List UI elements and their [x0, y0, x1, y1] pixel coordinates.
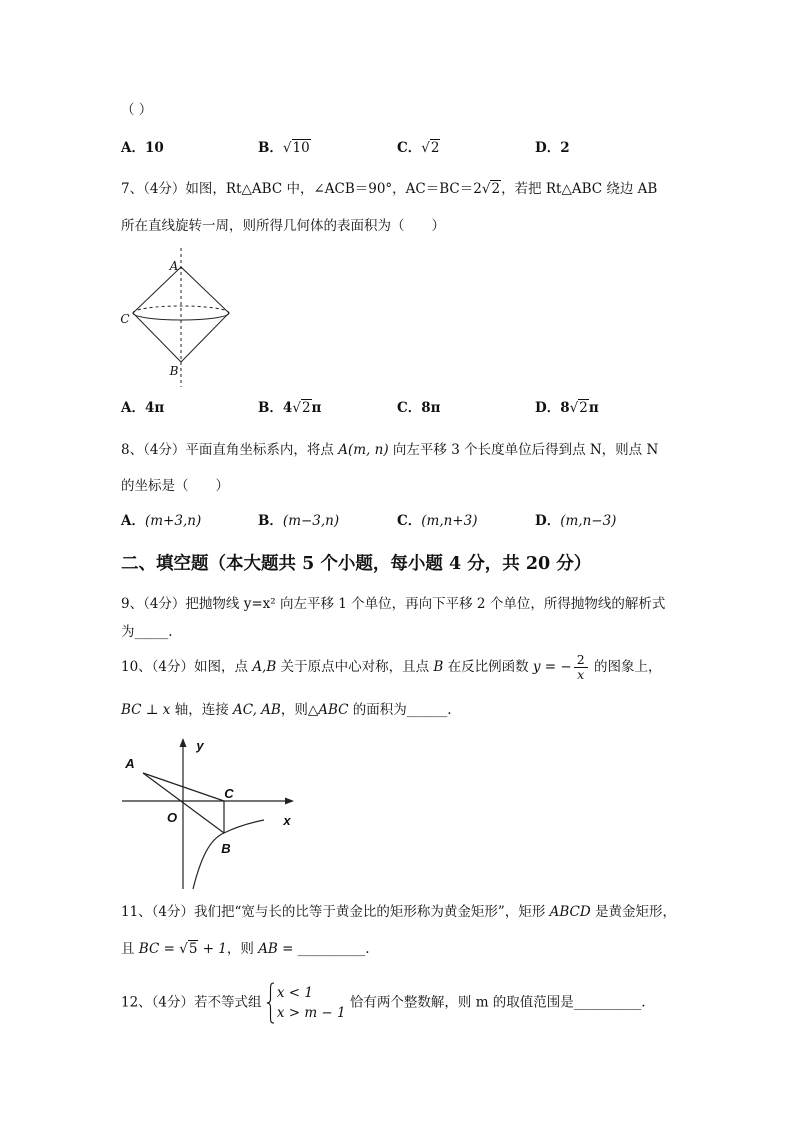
option-value: (m,n−3)	[560, 513, 617, 529]
q8-text-a: 8、（4分）平面直角坐标系内，将点	[121, 442, 339, 458]
q10-coordinate-figure	[115, 735, 305, 895]
q9-text-a: 9、（4分）把抛物线 y=x² 向左平移 1 个单位，再向下平移 2 个单位，所得抛物线的解析式	[121, 596, 666, 612]
radical-sign: √	[282, 140, 292, 156]
q7-option-b	[258, 398, 321, 418]
q9-line2	[121, 622, 173, 642]
q10-line2	[121, 700, 452, 720]
q12-line	[121, 982, 646, 1024]
q7-line2	[121, 216, 445, 236]
q8-line1	[121, 440, 658, 460]
radical-sign: √	[481, 181, 491, 197]
option-value: (m−3,n)	[282, 513, 340, 529]
option-value: 2	[560, 140, 570, 156]
q11-answer-blank: __________.	[297, 941, 370, 957]
option-letter: C．	[397, 140, 422, 156]
q7-text-c: 所在直线旋转一周，则所得几何体的表面积为（ ）	[121, 218, 445, 234]
option-value: (m,n+3)	[421, 513, 478, 529]
y-axis-arrow-icon	[180, 738, 187, 747]
option-letter: A．	[121, 140, 145, 156]
q6-option-a	[121, 138, 164, 158]
option-value: 10	[144, 140, 164, 156]
inequality-row: x < 1	[276, 985, 313, 1001]
q10-text-d: 的图象上，	[589, 659, 662, 675]
radicand: 2	[579, 400, 588, 416]
q12-text-b: 恰有两个整数解，则 m 的取值范围是__________.	[345, 994, 646, 1011]
q11-math-plus-one: + 1	[198, 941, 227, 957]
radical	[283, 138, 311, 158]
option-letter: B．	[258, 400, 283, 416]
q8-option-b	[258, 511, 339, 531]
radical	[179, 939, 198, 959]
inequality-system	[266, 982, 346, 1024]
q11-text-c: 且	[121, 941, 139, 957]
radical	[482, 179, 501, 199]
radicand: 2	[491, 181, 501, 197]
q7-text-a: 7、（4分）如图，Rt△ABC 中，∠ACB＝90°，AC＝BC＝2	[121, 181, 482, 197]
radicand: 2	[430, 140, 440, 156]
q11-math-bc: BC =	[138, 941, 180, 957]
fraction	[574, 653, 588, 682]
radicand: 10	[292, 140, 310, 156]
q8-option-a	[121, 511, 201, 531]
label-b: B	[221, 841, 231, 856]
q10-line1	[121, 653, 661, 682]
radical-sign: √	[179, 941, 188, 957]
radical-sign: √	[292, 400, 301, 416]
q10-text-b: 关于原点中心对称，且点	[276, 659, 434, 675]
fraction-numerator: 2	[574, 653, 588, 668]
q10-text-a: 10、（4分）如图，点	[121, 659, 253, 675]
option-letter: D．	[535, 513, 561, 529]
q10-math-ac-ab: AC, AB	[233, 702, 281, 718]
q11-math-ab: AB =	[258, 941, 298, 957]
radical-sign: √	[421, 140, 430, 156]
radical-sign: √	[569, 400, 579, 416]
q10-math-y: y = −	[532, 659, 572, 675]
option-value: 4	[282, 400, 293, 416]
q7-double-cone-figure	[115, 245, 245, 390]
option-value: 8π	[421, 400, 441, 416]
q11-text-a: 11、（4分）我们把“宽与长的比等于黄金比的矩形称为黄金矩形”，矩形	[121, 904, 550, 920]
option-letter: D．	[535, 400, 561, 416]
q10-text-f: ，则	[280, 702, 308, 718]
q6-option-c	[397, 138, 440, 158]
q11-line2	[121, 939, 370, 959]
q11-math-abcd: ABCD	[549, 904, 591, 920]
q9-answer-blank: 为_____.	[121, 624, 173, 640]
option-letter: B．	[258, 513, 283, 529]
q8-text-b: 向左平移 3 个长度单位后得到点 N，则点 N	[388, 442, 659, 458]
q7-option-c	[397, 398, 441, 418]
q11-text-b: 是黄金矩形，	[590, 904, 676, 920]
label-c: C	[120, 312, 130, 326]
label-x: x	[283, 813, 291, 828]
option-letter: A．	[121, 513, 145, 529]
q10-math-bc: BC ⊥ x	[121, 702, 171, 718]
q7-line1	[121, 179, 657, 199]
label-c: C	[224, 786, 234, 801]
q10-math-b: B	[433, 659, 444, 675]
option-value-tail: π	[311, 400, 322, 416]
label-b: B	[169, 364, 179, 378]
section-heading-fill-in: 二、填空题（本大题共 5 个小题，每小题 4 分，共 20 分）	[121, 554, 592, 574]
q7-option-d	[535, 398, 599, 418]
option-value-tail: π	[588, 400, 599, 416]
q6-option-d	[535, 138, 570, 158]
inequality-rows	[277, 983, 346, 1023]
q11-line1	[121, 902, 676, 922]
q6-answer-paren	[121, 100, 152, 120]
radicand: 5	[188, 941, 198, 957]
q8-text-c: 的坐标是（ ）	[121, 478, 229, 494]
option-value: (m+3,n)	[144, 513, 202, 529]
label-a: A	[125, 756, 135, 771]
q6-answer-paren-text: （ ）	[121, 102, 153, 118]
radical	[570, 398, 589, 418]
label-a: A	[169, 259, 179, 273]
radical	[292, 398, 311, 418]
option-value: 4π	[144, 400, 165, 416]
left-brace-icon	[266, 982, 275, 1024]
option-letter: C．	[397, 400, 422, 416]
option-letter: D．	[535, 140, 561, 156]
q7-option-a	[121, 398, 164, 418]
label-o: O	[166, 810, 178, 825]
fraction-denominator: x	[577, 667, 585, 682]
option-letter: B．	[258, 140, 283, 156]
q10-text-g: 的面积为______.	[348, 702, 452, 718]
option-letter: C．	[397, 513, 422, 529]
q12-text-a: 12、（4分）若不等式组	[121, 994, 266, 1011]
x-axis-arrow-icon	[285, 798, 294, 805]
inequality-row: x > m − 1	[276, 1005, 346, 1021]
q8-option-c	[397, 511, 477, 531]
q6-option-b	[258, 138, 311, 158]
q7-text-b: ，若把 Rt△ABC 绕边 AB	[501, 181, 658, 197]
label-y: y	[196, 738, 204, 753]
radicand: 2	[301, 400, 311, 416]
radical	[421, 138, 440, 158]
q8-point-a: A(m, n)	[338, 442, 389, 458]
q11-text-d: ，则	[226, 941, 259, 957]
option-letter: A．	[121, 400, 145, 416]
q10-text-e: 轴，连接	[170, 702, 233, 718]
q8-line2	[121, 476, 229, 496]
q8-option-d	[535, 511, 616, 531]
q10-math-ab: A,B	[252, 659, 277, 675]
option-value: 8	[560, 400, 570, 416]
q10-math-triangle: △ABC	[307, 702, 349, 718]
q10-text-c: 在反比例函数	[443, 659, 533, 675]
q9-line1	[121, 594, 665, 614]
